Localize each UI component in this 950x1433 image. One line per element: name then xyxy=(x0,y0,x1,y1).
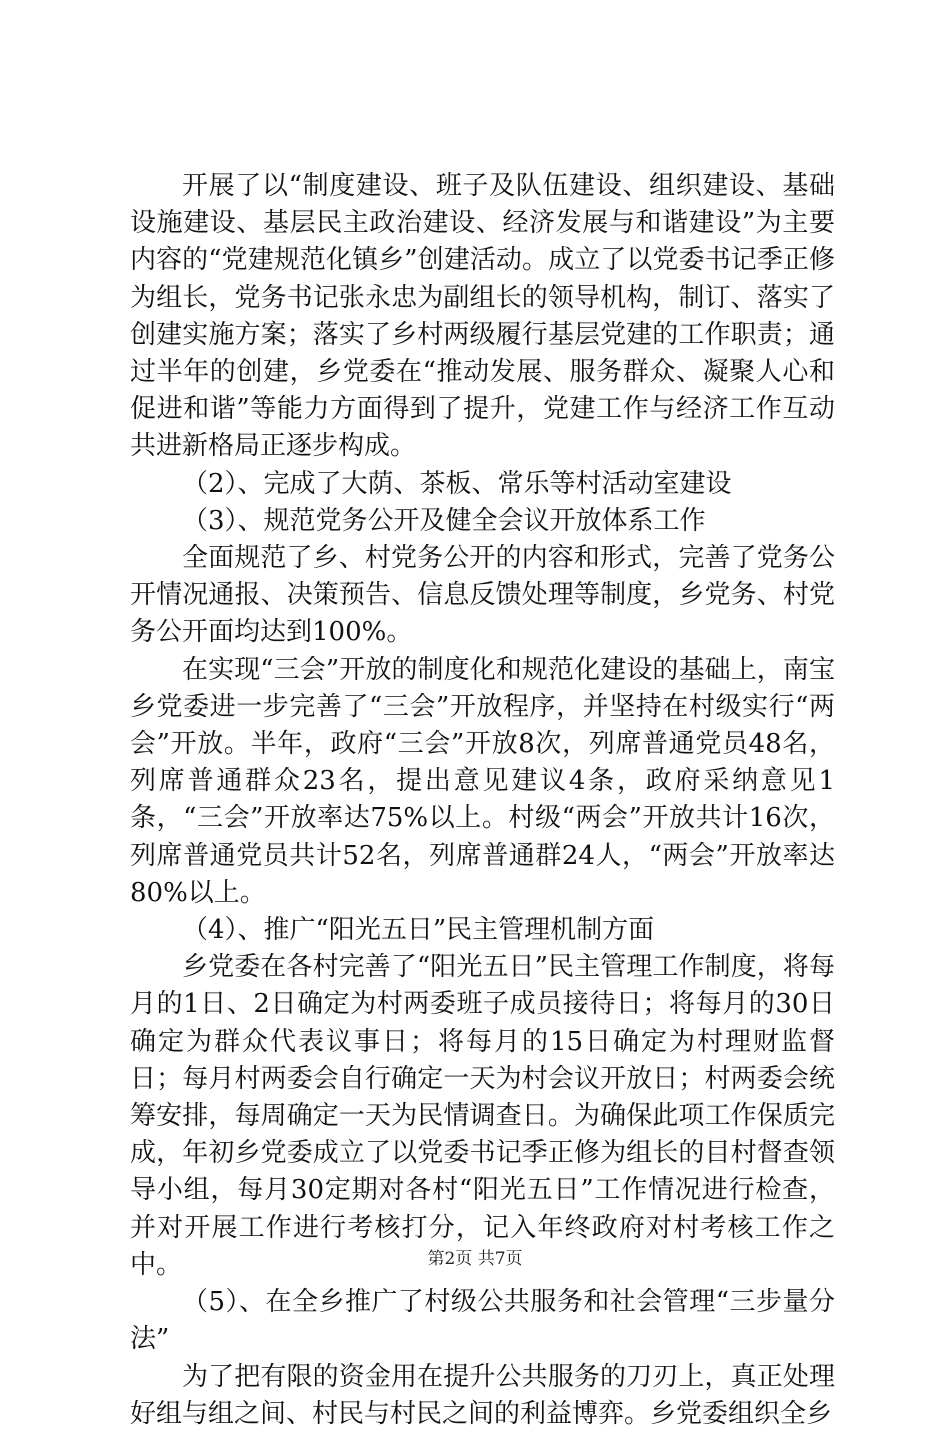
heading-item-5: （5）、在全乡推广了村级公共服务和社会管理“三步量分法” xyxy=(130,1287,835,1355)
paragraph-party-building: 开展了以“制度建设、班子及队伍建设、组织建设、基础设施建设、基层民主政治建设、经济发展与和谐建设”为主要内容的“党建规范化镇乡”创建活动。成立了以党委书记季正修为组长，党务书记张永忠为副组长的领导机构，制订、落实了创建实施方案；落实了乡村两级履行基层党建的工作职责；通过半年的创建，乡党委在“推动发展、服务群众、凝聚人心和促进和谐”等能力方面得到了提升，党建工作与经济工作互动共进新格局正逐步构成。 xyxy=(130,171,835,462)
paragraph-affairs-disclosure: 全面规范了乡、村党务公开的内容和形式，完善了党务公开情况通报、决策预告、信息反馈处理等制度，乡党务、村党务公开面均达到100%。 xyxy=(130,543,835,648)
page-number-footer: 第2页 共7页 xyxy=(427,1249,523,1269)
paragraph-meetings-open: 在实现“三会”开放的制度化和规范化建设的基础上，南宝乡党委进一步完善了“三会”开放程序，并坚持在村级实行“两会”开放。半年，政府“三会”开放8次，列席普通党员48名，列席普通群众23名，提出意见建议4条，政府采纳意见1条，“三会”开放率达75%以上。村级“两会”开放共计16次，列席普通党员共计52名，列席普通群24人，“两会”开放率达80%以上。 xyxy=(130,654,835,908)
heading-item-2: （2）、完成了大荫、茶板、常乐等村活动室建设 xyxy=(182,468,732,499)
heading-item-4: （4）、推广“阳光五日”民主管理机制方面 xyxy=(182,915,655,946)
paragraph-sunshine-five-days: 乡党委在各村完善了“阳光五日”民主管理工作制度，将每月的1日、2日确定为村两委班子成员接待日；将每月的30日确定为群众代表议事日；将每月的15日确定为村理财监督日；每月村两委会自行确定一天为村会议开放日；村两委会统筹安排，每周确定一天为民情调查日。为确保此项工作保质完成，年初乡党委成立了以党委书记季正修为组长的目村督查领导小组，每月30定期对各村“阳光五日”工作情况进行检查，并对开展工作进行考核打分，记入年终政府对村考核工作之中。 xyxy=(130,952,835,1280)
heading-item-3: （3）、规范党务公开及健全会议开放体系工作 xyxy=(182,505,706,536)
paragraph-public-service: 为了把有限的资金用在提升公共服务的刀刃上，真正处理好组与组之间、村民与村民之间的利益博弈。乡党委组织全乡 xyxy=(130,1361,835,1429)
